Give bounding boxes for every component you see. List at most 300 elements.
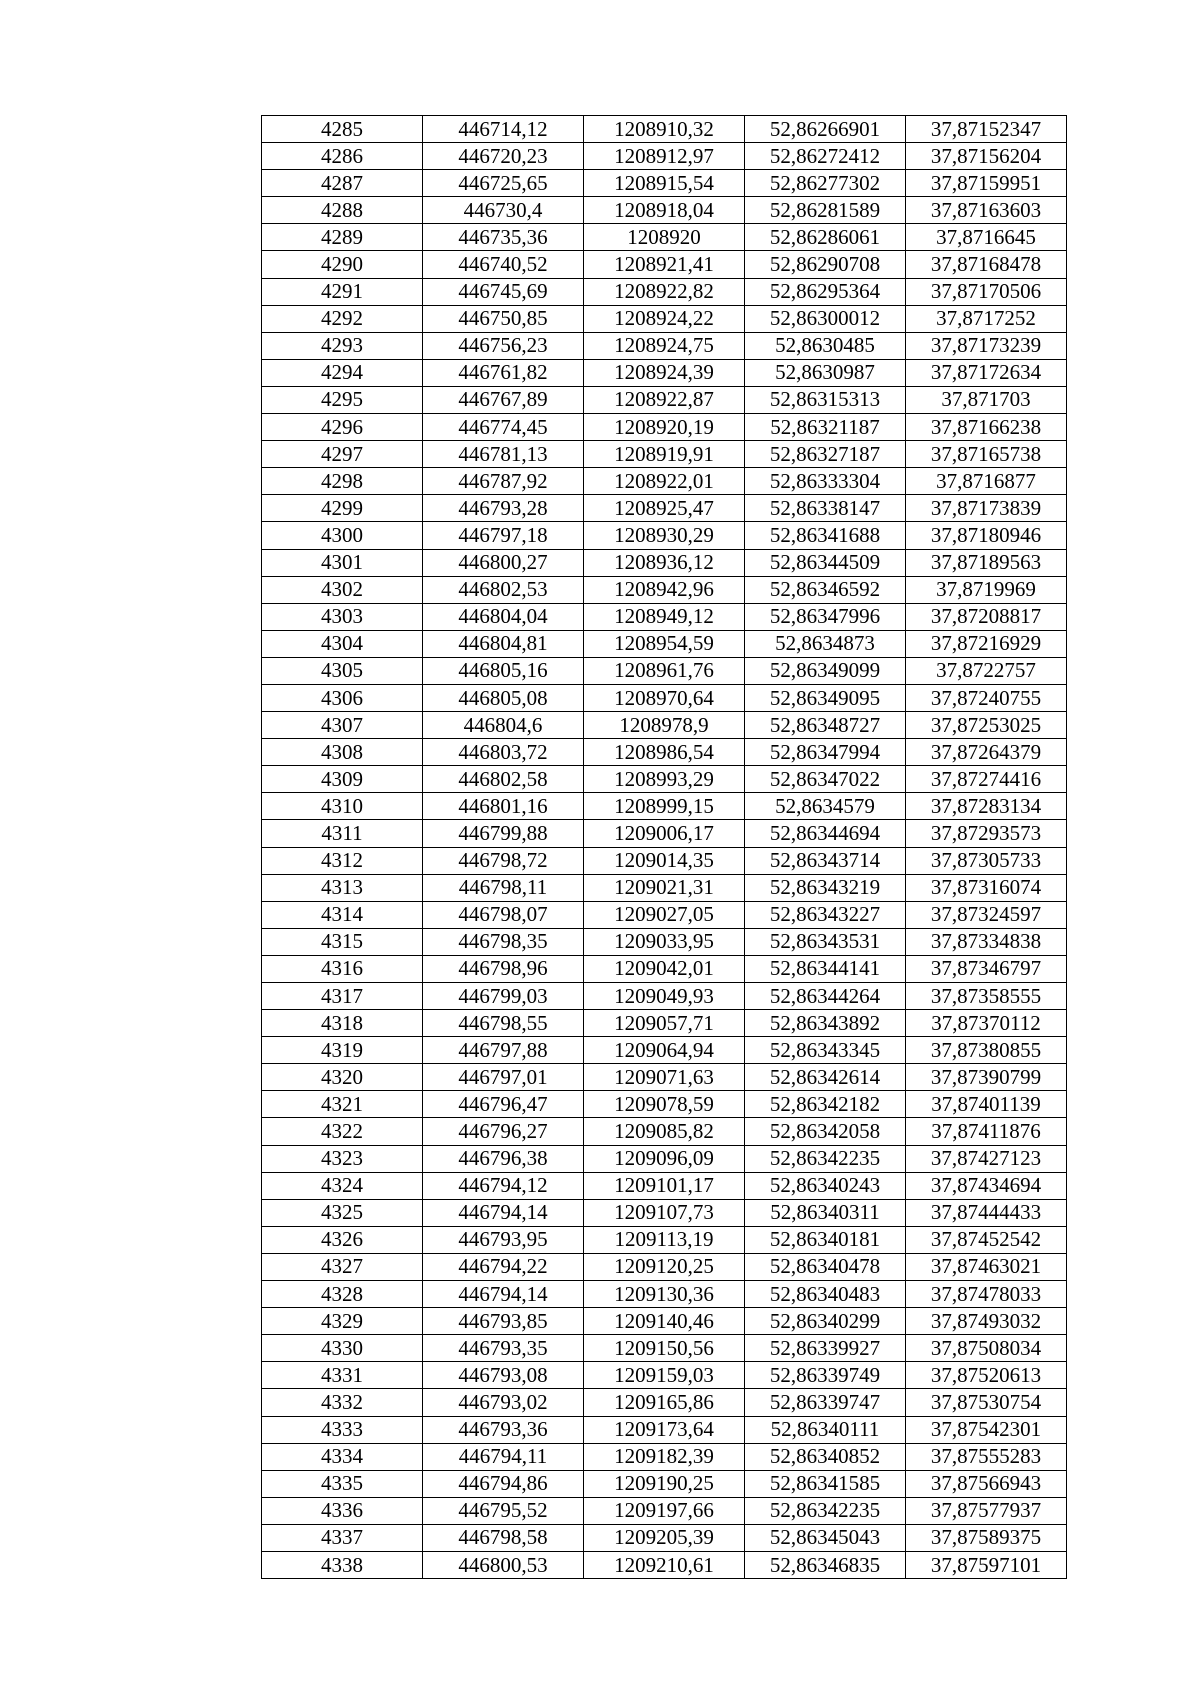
x-coordinate-cell: 446794,14 (423, 1199, 584, 1226)
y-coordinate-cell: 1209096,09 (584, 1145, 745, 1172)
longitude-cell: 37,87189563 (906, 549, 1067, 576)
table-row (262, 1281, 1067, 1308)
x-coordinate-cell: 446794,22 (423, 1253, 584, 1280)
point-number-cell: 4331 (262, 1362, 423, 1389)
table-row (262, 739, 1067, 766)
latitude-cell: 52,8634579 (745, 793, 906, 820)
table-row (262, 1172, 1067, 1199)
longitude-cell: 37,87166238 (906, 414, 1067, 441)
y-coordinate-cell: 1208936,12 (584, 549, 745, 576)
longitude-cell: 37,87508034 (906, 1335, 1067, 1362)
x-coordinate-cell: 446774,45 (423, 414, 584, 441)
table-row (262, 359, 1067, 386)
x-coordinate-cell: 446804,04 (423, 603, 584, 630)
point-number-cell: 4304 (262, 630, 423, 657)
y-coordinate-cell: 1208942,96 (584, 576, 745, 603)
longitude-cell: 37,87208817 (906, 603, 1067, 630)
point-number-cell: 4300 (262, 522, 423, 549)
longitude-cell: 37,87542301 (906, 1416, 1067, 1443)
y-coordinate-cell: 1208922,01 (584, 468, 745, 495)
table-row (262, 1362, 1067, 1389)
y-coordinate-cell: 1209140,46 (584, 1308, 745, 1335)
longitude-cell: 37,87316074 (906, 874, 1067, 901)
x-coordinate-cell: 446793,08 (423, 1362, 584, 1389)
latitude-cell: 52,86340243 (745, 1172, 906, 1199)
point-number-cell: 4296 (262, 414, 423, 441)
y-coordinate-cell: 1209042,01 (584, 955, 745, 982)
point-number-cell: 4334 (262, 1443, 423, 1470)
point-number-cell: 4319 (262, 1037, 423, 1064)
table-row (262, 1010, 1067, 1037)
latitude-cell: 52,86346592 (745, 576, 906, 603)
latitude-cell: 52,86315313 (745, 386, 906, 413)
latitude-cell: 52,86348727 (745, 712, 906, 739)
point-number-cell: 4294 (262, 359, 423, 386)
point-number-cell: 4318 (262, 1010, 423, 1037)
x-coordinate-cell: 446805,08 (423, 684, 584, 711)
latitude-cell: 52,86272412 (745, 143, 906, 170)
table-row (262, 1524, 1067, 1551)
x-coordinate-cell: 446797,01 (423, 1064, 584, 1091)
latitude-cell: 52,86342235 (745, 1497, 906, 1524)
x-coordinate-cell: 446796,27 (423, 1118, 584, 1145)
latitude-cell: 52,86295364 (745, 278, 906, 305)
x-coordinate-cell: 446781,13 (423, 441, 584, 468)
point-number-cell: 4317 (262, 983, 423, 1010)
latitude-cell: 52,86333304 (745, 468, 906, 495)
latitude-cell: 52,86300012 (745, 305, 906, 332)
y-coordinate-cell: 1208922,87 (584, 386, 745, 413)
x-coordinate-cell: 446798,58 (423, 1524, 584, 1551)
point-number-cell: 4293 (262, 332, 423, 359)
y-coordinate-cell: 1209130,36 (584, 1281, 745, 1308)
longitude-cell: 37,87170506 (906, 278, 1067, 305)
coordinates-table (261, 115, 1067, 1579)
y-coordinate-cell: 1208954,59 (584, 630, 745, 657)
x-coordinate-cell: 446794,86 (423, 1470, 584, 1497)
table-row (262, 1226, 1067, 1253)
point-number-cell: 4329 (262, 1308, 423, 1335)
table-row (262, 1497, 1067, 1524)
y-coordinate-cell: 1208918,04 (584, 197, 745, 224)
longitude-cell: 37,87358555 (906, 983, 1067, 1010)
latitude-cell: 52,86341688 (745, 522, 906, 549)
x-coordinate-cell: 446745,69 (423, 278, 584, 305)
latitude-cell: 52,86342614 (745, 1064, 906, 1091)
point-number-cell: 4313 (262, 874, 423, 901)
y-coordinate-cell: 1209197,66 (584, 1497, 745, 1524)
table-row (262, 522, 1067, 549)
y-coordinate-cell: 1208961,76 (584, 657, 745, 684)
latitude-cell: 52,86343892 (745, 1010, 906, 1037)
y-coordinate-cell: 1209071,63 (584, 1064, 745, 1091)
table-row (262, 1416, 1067, 1443)
x-coordinate-cell: 446793,35 (423, 1335, 584, 1362)
table-row (262, 1443, 1067, 1470)
x-coordinate-cell: 446802,53 (423, 576, 584, 603)
table-row (262, 495, 1067, 522)
longitude-cell: 37,87240755 (906, 684, 1067, 711)
longitude-cell: 37,8722757 (906, 657, 1067, 684)
longitude-cell: 37,8719969 (906, 576, 1067, 603)
point-number-cell: 4303 (262, 603, 423, 630)
longitude-cell: 37,87478033 (906, 1281, 1067, 1308)
latitude-cell: 52,86342182 (745, 1091, 906, 1118)
table-row (262, 414, 1067, 441)
latitude-cell: 52,86266901 (745, 116, 906, 143)
longitude-cell: 37,87555283 (906, 1443, 1067, 1470)
table-row (262, 657, 1067, 684)
point-number-cell: 4298 (262, 468, 423, 495)
x-coordinate-cell: 446804,6 (423, 712, 584, 739)
latitude-cell: 52,86339747 (745, 1389, 906, 1416)
table-row (262, 901, 1067, 928)
point-number-cell: 4295 (262, 386, 423, 413)
y-coordinate-cell: 1208920,19 (584, 414, 745, 441)
x-coordinate-cell: 446802,58 (423, 766, 584, 793)
y-coordinate-cell: 1209120,25 (584, 1253, 745, 1280)
table-row (262, 847, 1067, 874)
point-number-cell: 4305 (262, 657, 423, 684)
latitude-cell: 52,86344694 (745, 820, 906, 847)
table-row (262, 576, 1067, 603)
table-row (262, 386, 1067, 413)
longitude-cell: 37,87370112 (906, 1010, 1067, 1037)
x-coordinate-cell: 446798,11 (423, 874, 584, 901)
longitude-cell: 37,87293573 (906, 820, 1067, 847)
y-coordinate-cell: 1208949,12 (584, 603, 745, 630)
latitude-cell: 52,86341585 (745, 1470, 906, 1497)
x-coordinate-cell: 446793,02 (423, 1389, 584, 1416)
table-row (262, 1199, 1067, 1226)
table-row (262, 170, 1067, 197)
x-coordinate-cell: 446799,03 (423, 983, 584, 1010)
table-row (262, 820, 1067, 847)
x-coordinate-cell: 446794,12 (423, 1172, 584, 1199)
y-coordinate-cell: 1209057,71 (584, 1010, 745, 1037)
table-row (262, 197, 1067, 224)
y-coordinate-cell: 1208910,32 (584, 116, 745, 143)
longitude-cell: 37,87168478 (906, 251, 1067, 278)
latitude-cell: 52,86286061 (745, 224, 906, 251)
x-coordinate-cell: 446798,72 (423, 847, 584, 874)
latitude-cell: 52,86343227 (745, 901, 906, 928)
latitude-cell: 52,8634873 (745, 630, 906, 657)
point-number-cell: 4301 (262, 549, 423, 576)
y-coordinate-cell: 1209049,93 (584, 983, 745, 1010)
table-row (262, 1145, 1067, 1172)
table-row (262, 1389, 1067, 1416)
latitude-cell: 52,8630485 (745, 332, 906, 359)
y-coordinate-cell: 1209021,31 (584, 874, 745, 901)
longitude-cell: 37,87411876 (906, 1118, 1067, 1145)
table-row (262, 549, 1067, 576)
table-row (262, 1470, 1067, 1497)
y-coordinate-cell: 1209165,86 (584, 1389, 745, 1416)
longitude-cell: 37,87305733 (906, 847, 1067, 874)
latitude-cell: 52,86321187 (745, 414, 906, 441)
x-coordinate-cell: 446794,11 (423, 1443, 584, 1470)
latitude-cell: 52,86340111 (745, 1416, 906, 1443)
latitude-cell: 52,86338147 (745, 495, 906, 522)
longitude-cell: 37,87173839 (906, 495, 1067, 522)
y-coordinate-cell: 1208919,91 (584, 441, 745, 468)
point-number-cell: 4332 (262, 1389, 423, 1416)
table-row (262, 116, 1067, 143)
y-coordinate-cell: 1208999,15 (584, 793, 745, 820)
x-coordinate-cell: 446795,52 (423, 1497, 584, 1524)
point-number-cell: 4311 (262, 820, 423, 847)
latitude-cell: 52,86340852 (745, 1443, 906, 1470)
latitude-cell: 52,86342235 (745, 1145, 906, 1172)
x-coordinate-cell: 446714,12 (423, 116, 584, 143)
y-coordinate-cell: 1208925,47 (584, 495, 745, 522)
point-number-cell: 4289 (262, 224, 423, 251)
x-coordinate-cell: 446740,52 (423, 251, 584, 278)
point-number-cell: 4287 (262, 170, 423, 197)
latitude-cell: 52,86343531 (745, 928, 906, 955)
table-row (262, 251, 1067, 278)
table-row (262, 1037, 1067, 1064)
y-coordinate-cell: 1208912,97 (584, 143, 745, 170)
point-number-cell: 4327 (262, 1253, 423, 1280)
y-coordinate-cell: 1208915,54 (584, 170, 745, 197)
x-coordinate-cell: 446793,36 (423, 1416, 584, 1443)
longitude-cell: 37,87427123 (906, 1145, 1067, 1172)
latitude-cell: 52,86327187 (745, 441, 906, 468)
x-coordinate-cell: 446797,18 (423, 522, 584, 549)
y-coordinate-cell: 1209159,03 (584, 1362, 745, 1389)
longitude-cell: 37,87173239 (906, 332, 1067, 359)
longitude-cell: 37,87264379 (906, 739, 1067, 766)
y-coordinate-cell: 1208986,54 (584, 739, 745, 766)
y-coordinate-cell: 1208993,29 (584, 766, 745, 793)
longitude-cell: 37,8716645 (906, 224, 1067, 251)
latitude-cell: 52,86340299 (745, 1308, 906, 1335)
point-number-cell: 4308 (262, 739, 423, 766)
point-number-cell: 4328 (262, 1281, 423, 1308)
latitude-cell: 52,86343219 (745, 874, 906, 901)
x-coordinate-cell: 446767,89 (423, 386, 584, 413)
y-coordinate-cell: 1209182,39 (584, 1443, 745, 1470)
table-row (262, 1308, 1067, 1335)
x-coordinate-cell: 446720,23 (423, 143, 584, 170)
longitude-cell: 37,87152347 (906, 116, 1067, 143)
x-coordinate-cell: 446799,88 (423, 820, 584, 847)
latitude-cell: 52,86339749 (745, 1362, 906, 1389)
y-coordinate-cell: 1209006,17 (584, 820, 745, 847)
longitude-cell: 37,87346797 (906, 955, 1067, 982)
latitude-cell: 52,86290708 (745, 251, 906, 278)
point-number-cell: 4302 (262, 576, 423, 603)
y-coordinate-cell: 1208921,41 (584, 251, 745, 278)
latitude-cell: 52,86344509 (745, 549, 906, 576)
x-coordinate-cell: 446798,07 (423, 901, 584, 928)
y-coordinate-cell: 1209014,35 (584, 847, 745, 874)
y-coordinate-cell: 1209101,17 (584, 1172, 745, 1199)
table-row (262, 603, 1067, 630)
x-coordinate-cell: 446787,92 (423, 468, 584, 495)
latitude-cell: 52,86277302 (745, 170, 906, 197)
x-coordinate-cell: 446756,23 (423, 332, 584, 359)
table-row (262, 766, 1067, 793)
x-coordinate-cell: 446800,27 (423, 549, 584, 576)
latitude-cell: 52,86343345 (745, 1037, 906, 1064)
y-coordinate-cell: 1209173,64 (584, 1416, 745, 1443)
table-row (262, 1064, 1067, 1091)
x-coordinate-cell: 446798,55 (423, 1010, 584, 1037)
y-coordinate-cell: 1209027,05 (584, 901, 745, 928)
table-row (262, 224, 1067, 251)
table-row (262, 684, 1067, 711)
x-coordinate-cell: 446798,96 (423, 955, 584, 982)
x-coordinate-cell: 446801,16 (423, 793, 584, 820)
y-coordinate-cell: 1209078,59 (584, 1091, 745, 1118)
latitude-cell: 52,86344264 (745, 983, 906, 1010)
longitude-cell: 37,87216929 (906, 630, 1067, 657)
y-coordinate-cell: 1208924,75 (584, 332, 745, 359)
point-number-cell: 4316 (262, 955, 423, 982)
point-number-cell: 4299 (262, 495, 423, 522)
x-coordinate-cell: 446793,95 (423, 1226, 584, 1253)
y-coordinate-cell: 1209064,94 (584, 1037, 745, 1064)
longitude-cell: 37,87444433 (906, 1199, 1067, 1226)
table-row (262, 630, 1067, 657)
longitude-cell: 37,87274416 (906, 766, 1067, 793)
longitude-cell: 37,87530754 (906, 1389, 1067, 1416)
y-coordinate-cell: 1209190,25 (584, 1470, 745, 1497)
point-number-cell: 4310 (262, 793, 423, 820)
latitude-cell: 52,86339927 (745, 1335, 906, 1362)
x-coordinate-cell: 446804,81 (423, 630, 584, 657)
point-number-cell: 4320 (262, 1064, 423, 1091)
longitude-cell: 37,87180946 (906, 522, 1067, 549)
latitude-cell: 52,86344141 (745, 955, 906, 982)
latitude-cell: 52,8630987 (745, 359, 906, 386)
table-row (262, 793, 1067, 820)
y-coordinate-cell: 1209107,73 (584, 1199, 745, 1226)
longitude-cell: 37,87324597 (906, 901, 1067, 928)
point-number-cell: 4330 (262, 1335, 423, 1362)
table-row (262, 712, 1067, 739)
point-number-cell: 4338 (262, 1551, 423, 1578)
table-row (262, 1091, 1067, 1118)
table-row (262, 468, 1067, 495)
point-number-cell: 4297 (262, 441, 423, 468)
longitude-cell: 37,87589375 (906, 1524, 1067, 1551)
longitude-cell: 37,87253025 (906, 712, 1067, 739)
x-coordinate-cell: 446725,65 (423, 170, 584, 197)
longitude-cell: 37,87172634 (906, 359, 1067, 386)
latitude-cell: 52,86281589 (745, 197, 906, 224)
table-row (262, 1335, 1067, 1362)
point-number-cell: 4315 (262, 928, 423, 955)
y-coordinate-cell: 1209150,56 (584, 1335, 745, 1362)
longitude-cell: 37,87165738 (906, 441, 1067, 468)
y-coordinate-cell: 1208922,82 (584, 278, 745, 305)
y-coordinate-cell: 1209113,19 (584, 1226, 745, 1253)
point-number-cell: 4286 (262, 143, 423, 170)
x-coordinate-cell: 446805,16 (423, 657, 584, 684)
table-row (262, 332, 1067, 359)
x-coordinate-cell: 446803,72 (423, 739, 584, 766)
longitude-cell: 37,87493032 (906, 1308, 1067, 1335)
y-coordinate-cell: 1208970,64 (584, 684, 745, 711)
point-number-cell: 4292 (262, 305, 423, 332)
longitude-cell: 37,8717252 (906, 305, 1067, 332)
point-number-cell: 4336 (262, 1497, 423, 1524)
point-number-cell: 4290 (262, 251, 423, 278)
longitude-cell: 37,87380855 (906, 1037, 1067, 1064)
latitude-cell: 52,86343714 (745, 847, 906, 874)
point-number-cell: 4323 (262, 1145, 423, 1172)
point-number-cell: 4322 (262, 1118, 423, 1145)
x-coordinate-cell: 446800,53 (423, 1551, 584, 1578)
x-coordinate-cell: 446793,28 (423, 495, 584, 522)
point-number-cell: 4335 (262, 1470, 423, 1497)
table-row (262, 305, 1067, 332)
x-coordinate-cell: 446750,85 (423, 305, 584, 332)
y-coordinate-cell: 1208978,9 (584, 712, 745, 739)
x-coordinate-cell: 446796,47 (423, 1091, 584, 1118)
point-number-cell: 4321 (262, 1091, 423, 1118)
point-number-cell: 4312 (262, 847, 423, 874)
latitude-cell: 52,86340483 (745, 1281, 906, 1308)
y-coordinate-cell: 1209033,95 (584, 928, 745, 955)
point-number-cell: 4337 (262, 1524, 423, 1551)
y-coordinate-cell: 1208924,39 (584, 359, 745, 386)
latitude-cell: 52,86347994 (745, 739, 906, 766)
latitude-cell: 52,86347022 (745, 766, 906, 793)
point-number-cell: 4324 (262, 1172, 423, 1199)
x-coordinate-cell: 446796,38 (423, 1145, 584, 1172)
latitude-cell: 52,86340311 (745, 1199, 906, 1226)
latitude-cell: 52,86342058 (745, 1118, 906, 1145)
point-number-cell: 4309 (262, 766, 423, 793)
longitude-cell: 37,87159951 (906, 170, 1067, 197)
table-row (262, 874, 1067, 901)
longitude-cell: 37,87401139 (906, 1091, 1067, 1118)
longitude-cell: 37,8716877 (906, 468, 1067, 495)
point-number-cell: 4326 (262, 1226, 423, 1253)
point-number-cell: 4325 (262, 1199, 423, 1226)
x-coordinate-cell: 446794,14 (423, 1281, 584, 1308)
latitude-cell: 52,86340478 (745, 1253, 906, 1280)
longitude-cell: 37,87334838 (906, 928, 1067, 955)
y-coordinate-cell: 1209205,39 (584, 1524, 745, 1551)
point-number-cell: 4307 (262, 712, 423, 739)
y-coordinate-cell: 1209085,82 (584, 1118, 745, 1145)
point-number-cell: 4333 (262, 1416, 423, 1443)
point-number-cell: 4291 (262, 278, 423, 305)
x-coordinate-cell: 446761,82 (423, 359, 584, 386)
table-row (262, 143, 1067, 170)
table-row (262, 441, 1067, 468)
latitude-cell: 52,86340181 (745, 1226, 906, 1253)
x-coordinate-cell: 446798,35 (423, 928, 584, 955)
latitude-cell: 52,86347996 (745, 603, 906, 630)
table-row (262, 928, 1067, 955)
latitude-cell: 52,86345043 (745, 1524, 906, 1551)
longitude-cell: 37,87597101 (906, 1551, 1067, 1578)
longitude-cell: 37,87156204 (906, 143, 1067, 170)
longitude-cell: 37,87463021 (906, 1253, 1067, 1280)
coordinates-table-body (262, 116, 1067, 1579)
longitude-cell: 37,871703 (906, 386, 1067, 413)
y-coordinate-cell: 1208924,22 (584, 305, 745, 332)
longitude-cell: 37,87390799 (906, 1064, 1067, 1091)
longitude-cell: 37,87452542 (906, 1226, 1067, 1253)
